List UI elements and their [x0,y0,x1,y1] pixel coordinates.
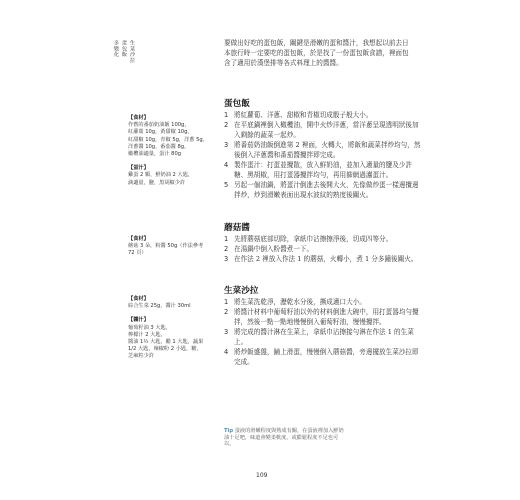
ingredients-omurice: 【食材】 作舊的番茄奶油飯 100g， 紅蘿蔔 10g，黃甜椒 10g， 紅甜椒 10g，青椒 5g，洋蔥 5g， 洋蔥醬 10g，番茄醬 8g， 橄欖油適量，蛋汁 80g 【蛋汁】 雞蛋 2 顆，鮮奶油 2 大匙， 滴適量，鹽，黑胡椒少許 [128,115,208,186]
step-item: 3 將完成的醬汁淋在生菜上，拿紙巾沾擦接勻淋在作法 1 的生菜上。 [224,328,414,346]
vertical-line-3: 生菜沙拉 [129,40,135,64]
vertical-title-column [113,40,135,63]
step-item: 4 製作蛋汁：打蛋並攪散，放入鮮奶油，並加入適量的鹽及少許糖、黑胡椒，用打蛋器攪拌均勻，再用篩網過濾蛋汁。 [224,161,413,179]
step-item: 2 在平底鍋裡倒入橄欖油，開中火炒洋蔥，當洋蔥呈現透明狀後加入剩餘的蔬菜一起炒。 [224,121,419,139]
steps-omurice [224,110,424,200]
ingredients-mushroom-sauce: 【食材】 蘑菇 3 朵，粉醬 50g（作法參考 72 頁） [128,236,204,257]
step-item: 2 將醬汁材料中葡萄籽油以外的材料倒進大碗中，用打蛋器均勻攪拌，然後一點一點地慢慢倒入葡萄籽油，慢慢攪拌。 [224,308,419,326]
step-item: 2 在湯鍋中倒入粉醬煮一下。 [224,245,314,253]
section-title-salad: 生菜沙拉 [224,286,259,296]
step-item: 4 將炒飯盛盤，鋪上滑蛋，慢慢倒入蘑菇醬，旁邊擺放生菜沙拉即完成。 [224,348,419,366]
tip-text: 蛋液的滑嫩程度與熟成有關，在蛋液裡加入鮮奶油十足吧，味道會變柔軟度，或膨鬆程度不足也可以。 [224,428,344,448]
step-item: 3 將番茄奶油飯倒進第 2 裡面，火轉大，將飯和蔬菜拌炒均勻，然後倒入洋蔥醬和番茄醬攪拌即完成。 [224,141,421,159]
vertical-line-2: 蛋包飯 [121,40,127,58]
section-title-omurice: 蛋包飯 [224,99,250,109]
ingredients-salad: 【食材】 綜合生菜 25g，醬汁 30ml 【醬汁】 葡萄籽油 3 大匙， 檸檬汁 2 大匙， 醬油 1½ 大匙，醋 1 大匙，蔬果 1/2 大匙，辣椒粉 2 小匙，糖， 芝麻粒少許 [128,296,204,360]
step-item: 5 另起一個油鍋，將蛋汁倒進去後開大火，先像做炒蛋一樣邊攪邊拌炒，炒到滑嫩表面出現水波紋的熟度後關火。 [224,181,419,199]
step-item: 1 將生菜洗乾淨，瀝乾水分後，撕成適口大小。 [224,298,366,306]
section-title-mushroom-sauce: 蘑菇醬 [224,223,250,233]
tip-box [224,428,344,448]
page-number: 109 [256,472,268,479]
steps-mushroom-sauce [224,234,424,264]
step-item: 1 先將蘑菇底部切除，拿紙巾沾擦擦淨後，切成四等分。 [224,235,393,243]
step-item: 1 將紅蘿蔔、洋蔥、甜椒和青椒切成骰子般大小。 [224,111,373,119]
step-item: 3 在作法 2 裡放入作法 1 的蘑菇，火轉小，煮 1 分多鐘後關火。 [224,255,418,263]
tip-label: Tip [224,428,234,434]
intro-paragraph: 要做出好吃的蛋包飯，關鍵是滑嫩的蛋和醬汁，我想起以前去日本旅行時一定要吃的蛋包飯，於是找了一份蛋包飯食譜，裡面包含了適用於漢堡排等各式料理上的醬醬。 [224,39,409,67]
vertical-line-1: 多變化 [113,40,119,58]
steps-salad [224,297,424,367]
